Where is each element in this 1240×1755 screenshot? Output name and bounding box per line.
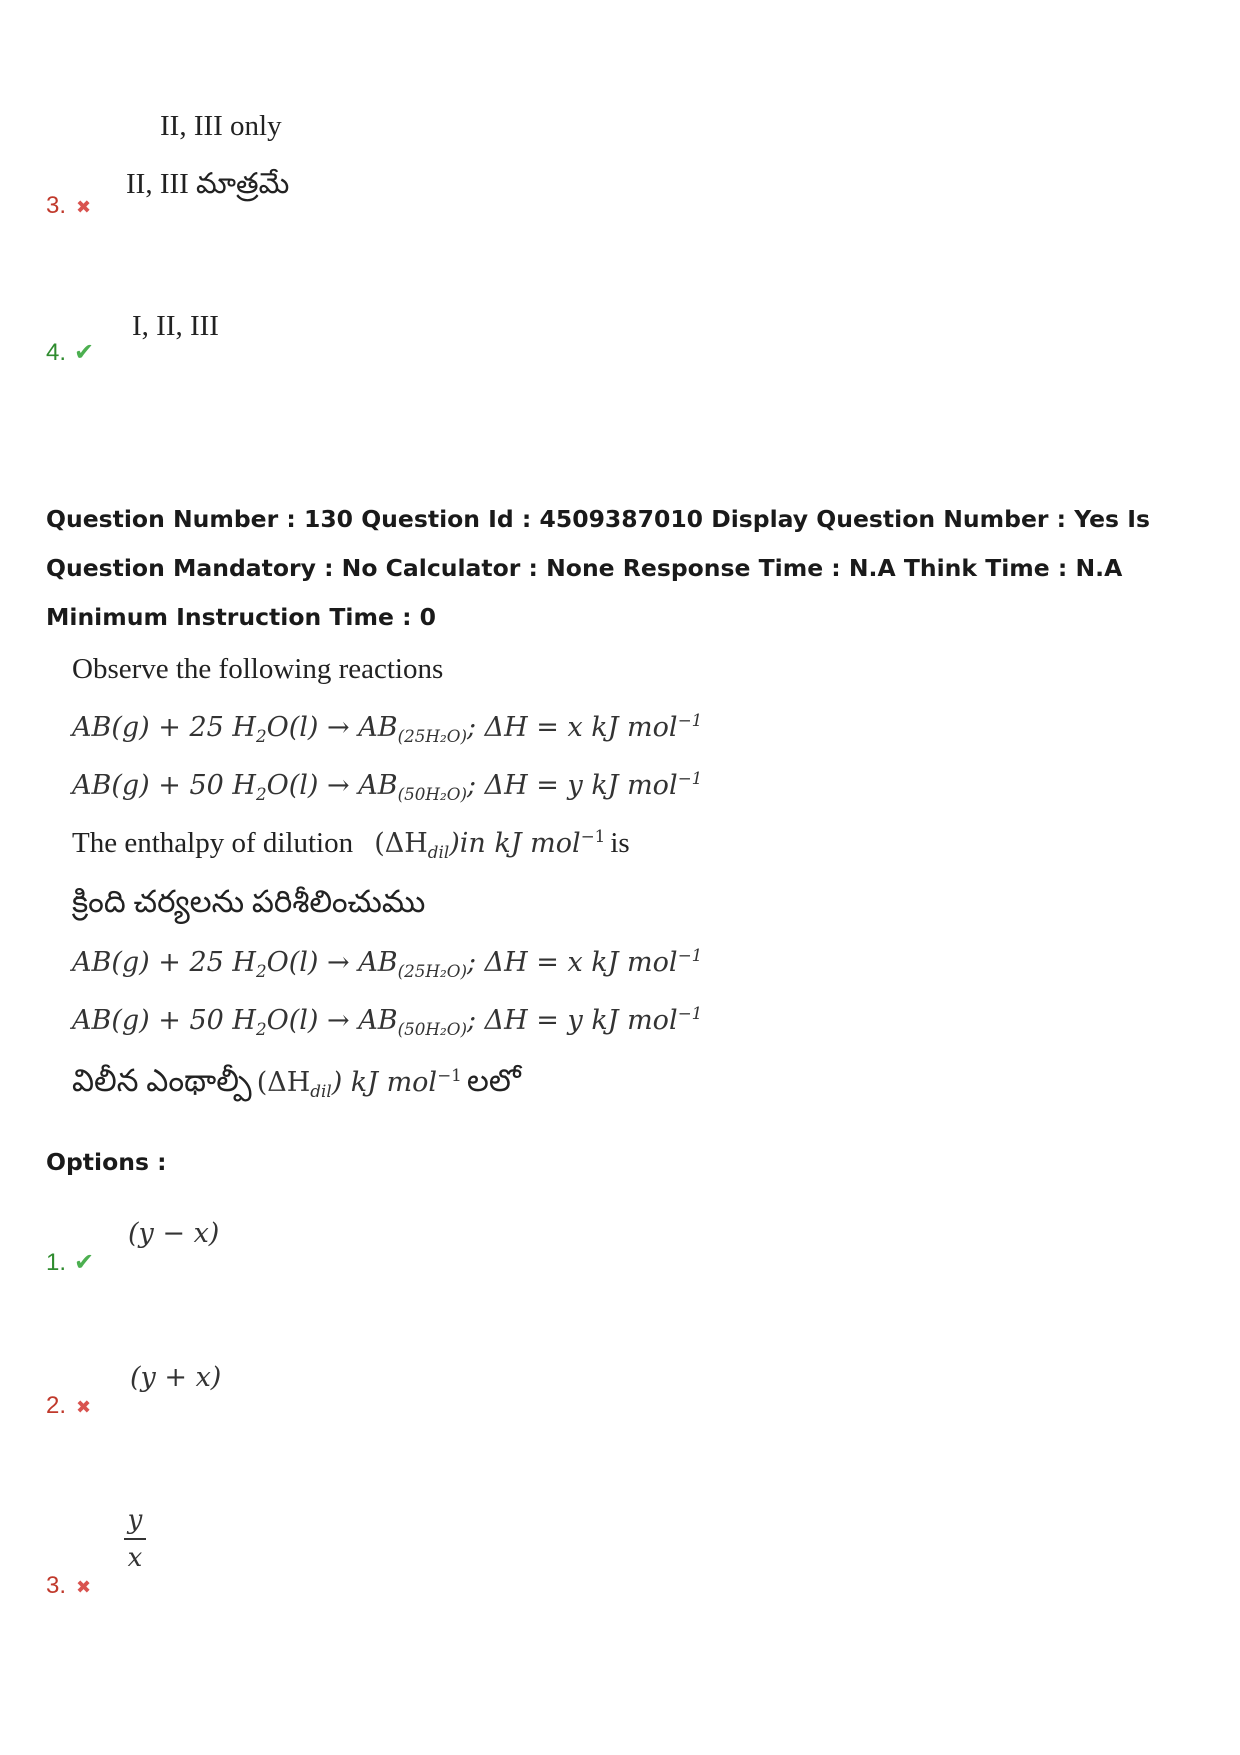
fraction-numerator: y	[127, 1505, 143, 1535]
question-text-te: విలీన ఎంథాల్పీ $(\Delta H_{dil})$ kJ mol$^{-1}$ లలో	[72, 1063, 521, 1101]
options-label: Options :	[46, 1148, 167, 1176]
option-number: 1.	[46, 1249, 67, 1276]
option-3	[46, 1572, 91, 1600]
option-1-text: (y − x)	[128, 1218, 220, 1249]
option-2	[46, 1392, 91, 1420]
question-intro-te: క్రింది చర్యలను పరిశీలించుము	[72, 884, 426, 919]
option-number: 3.	[46, 1572, 67, 1599]
prev-option-3-text-te: II, III మాత్రమే	[126, 168, 290, 200]
correct-icon: ✔	[74, 338, 95, 366]
reaction-1: AB(g) + 25 $H_2O(l) \to AB_{(25H_2O)}$; ΔH = x kJ mol$^{-1}$	[72, 710, 703, 746]
fraction-bar	[124, 1538, 146, 1540]
option-number: 2.	[46, 1392, 67, 1419]
option-3-fraction	[124, 1505, 146, 1573]
fraction-denominator: x	[127, 1543, 143, 1573]
wrong-icon: ✖	[76, 1577, 92, 1598]
correct-icon: ✔	[74, 1248, 95, 1276]
question-text-en: The enthalpy of dilution $(\Delta H_{dil})in$ kJ mol$^{-1}$ is	[72, 826, 630, 862]
option-2-text: (y + x)	[130, 1362, 222, 1393]
prev-option-4	[46, 338, 94, 367]
prev-option-4-text: I, II, III	[132, 310, 219, 342]
option-number: 4.	[46, 339, 67, 366]
prev-option-3	[46, 192, 91, 220]
wrong-icon: ✖	[76, 197, 92, 218]
reaction-1-te: AB(g) + 25 $H_2O(l) \to AB_{(25H_2O)}$; ΔH = x kJ mol$^{-1}$	[72, 945, 703, 981]
question-intro-en: Observe the following reactions	[72, 653, 444, 685]
reaction-2-te: AB(g) + 50 $H_2O(l) \to AB_{(50H_2O)}$; ΔH = y kJ mol$^{-1}$	[72, 1003, 703, 1039]
option-number: 3.	[46, 192, 67, 219]
prev-option-3-text-en: II, III only	[160, 110, 282, 142]
question-meta: Question Number : 130 Question Id : 4509387010 Display Question Number : Yes Is Question Mandatory : No Calculator : None Response Time : N.A Think Time : N.A Minimum Instruction Time : 0	[46, 505, 1150, 631]
reaction-2: AB(g) + 50 $H_2O(l) \to AB_{(50H_2O)}$; ΔH = y kJ mol$^{-1}$	[72, 768, 703, 804]
option-1	[46, 1248, 94, 1277]
wrong-icon: ✖	[76, 1397, 92, 1418]
